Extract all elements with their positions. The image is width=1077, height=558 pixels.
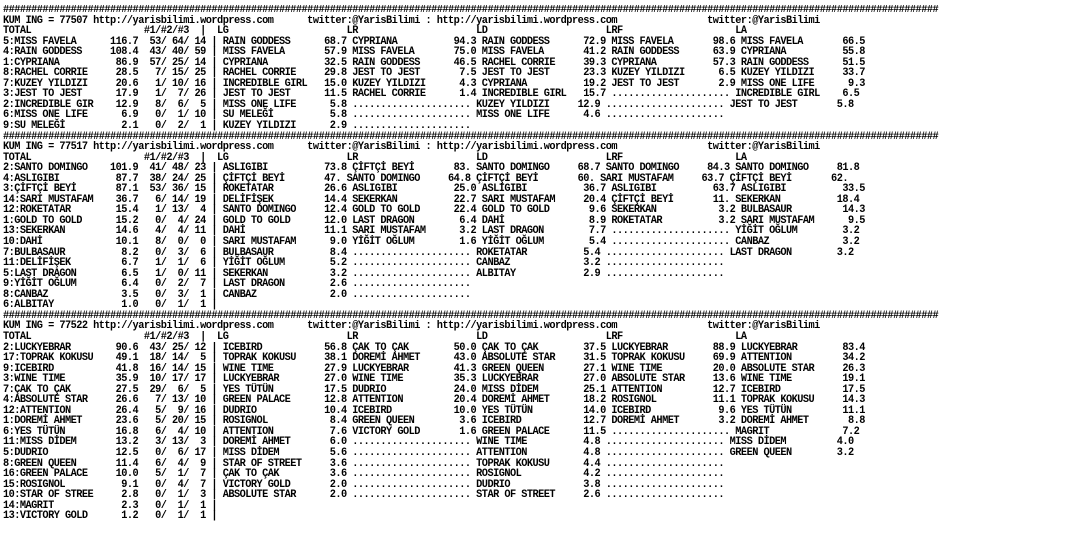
data-row: 6:MISS ONE LIFE 6.9 0/ 1/ 10 | SU MELEĞİ 5.8 ..................... MISS ONE LIFE 4.6 ..................... — [3, 109, 725, 122]
data-row: 14:MAGRIT 2.3 0/ 1/ 1 | — [3, 499, 218, 512]
data-row: 6:ALBITAY 1.0 0/ 1/ 1 | — [3, 299, 218, 312]
data-row: 5:MISS FAVELA 116.7 53/ 64/ 14 | RAIN GODDESS 68.7 CYPRIANA 94.3 RAIN GODDESS 72.9 MISS FAVELA 98.6 MISS FAVELA 66.5 — [3, 35, 865, 48]
data-row: 11:DELİFİŞEK 6.7 1/ 1/ 6 | YİĞİT OĞLUM 5.2 ..................... CANBAZ 3.2 ..................... — [3, 257, 725, 270]
data-row: 9:SU MELEĞİ 2.1 0/ 2/ 1 | KUZEY YILDIZI 2.9 ..................... — [3, 120, 471, 133]
data-row: 4:ASLIGIBI 87.7 38/ 24/ 25 | ÇİFTÇİ BEYİ 47. SANTO DOMINGO 64.8 ÇİFTÇİ BEYİ 60. SARI MUSTAFAM 63.7 ÇİFTÇİ BEYİ 62. — [3, 172, 848, 185]
data-row: 7:KUZEY YILDIZI 20.6 1/ 10/ 16 | INCREDIBLE GIRL 15.0 KUZEY YILDIZI 4.3 CYPRIANA 19.2 JEST TO JEST 2.9 MISS ONE LIFE 9.3 — [3, 77, 865, 90]
separator-line: ###################################################################################################################################################################### — [3, 5, 939, 16]
data-row: 4:ABSOLUTE STAR 26.6 7/ 13/ 10 | GREEN PALACE 12.8 ATTENTION 20.4 DOREMİ AHMET 18.2 ROSIGNOL 11.1 TOPRAK KOKUSU 14.3 — [3, 394, 865, 407]
data-row: 11:MISS DİDEM 13.2 3/ 13/ 3 | DOREMİ AHMET 6.0 ..................... WINE TIME 4.8 ..................... MISS DİDEM 4.0 — [3, 436, 854, 449]
data-row: 2:SANTO DOMINGO 101.9 41/ 48/ 23 | ASLIGIBI 73.8 ÇİFTÇİ BEYİ 83. SANTO DOMINGO 68.7 SANTO DOMINGO 84.3 SANTO DOMINGO 81.8 — [3, 162, 860, 175]
race-header: KUM ING = 77507 http://yarisbilimi.wordpress.com twitter:@YarisBilimi : http://yarisbilimi.wordpress.com twitter:@YarisBilimi — [3, 14, 820, 27]
data-row: 14:SARI MUSTAFAM 36.7 6/ 14/ 19 | DELİFİŞEK 14.4 SEKERKAN 22.7 SARI MUSTAFAM 20.4 ÇİFTÇİ BEYİ 11. SEKERKAN 18.4 — [3, 193, 860, 206]
data-row: 13:SEKERKAN 14.6 4/ 4/ 11 | DAHİ 11.1 SARI MUSTAFAM 3.2 LAST DRAGON 7.7 ..................... YİĞİT OĞLUM 3.2 — [3, 225, 860, 238]
data-row: 8:RACHEL CORRIE 28.5 7/ 15/ 25 | RACHEL CORRIE 29.8 JEST TO JEST 7.5 JEST TO JEST 23.3 KUZEY YILDIZI 6.5 KUZEY YILDIZI 33.7 — [3, 67, 865, 80]
data-row: 7:BULBASAUR 8.2 0/ 3/ 6 | BULBASAUR 8.4 ..................... ROKETATAR 5.4 ..................... LAST DRAGON 3.2 — [3, 246, 854, 259]
data-row: 13:VICTORY GOLD 1.2 0/ 1/ 1 | — [3, 510, 218, 523]
data-row: 7:ÇAK TO ÇAK 27.5 29/ 6/ 5 | YES TÜTÜN 17.5 DUDRIO 24.0 MISS DİDEM 25.1 ATTENTION 12.7 ICEBIRD 17.5 — [3, 383, 865, 396]
data-row: 4:RAIN GODDESS 108.4 43/ 40/ 59 | MISS FAVELA 57.9 MISS FAVELA 75.0 MISS FAVELA 41.2 RAIN GODDESS 63.9 CYPRIANA 55.8 — [3, 46, 865, 59]
data-row: 10:DAHİ 10.1 8/ 0/ 0 | SARI MUSTAFAM 9.0 YİĞİT OĞLUM 1.6 YİĞİT OĞLUM 5.4 ..................... CANBAZ 3.2 — [3, 236, 860, 249]
data-row: 6:YES TÜTÜN 16.8 6/ 4/ 10 | ATTENTION 7.6 VICTORY GOLD 1.6 GREEN PALACE 11.5 ..................... MAGRIT 7.2 — [3, 425, 860, 438]
data-row: 1:CYPRIANA 86.9 57/ 25/ 14 | CYPRIANA 32.5 RAIN GODDESS 46.5 RACHEL CORRIE 39.3 CYPRIANA 57.3 RAIN GODDESS 51.5 — [3, 56, 865, 69]
column-header: TOTAL #1/#2/#3 | LG LR LD LRF LA — [3, 151, 747, 164]
column-header: TOTAL #1/#2/#3 | LG LR LD LRF LA — [3, 330, 747, 343]
race-block — [3, 311, 1075, 522]
data-row: 16:GREEN PALACE 10.0 5/ 1/ 7 | ÇAK TO ÇAK 3.6 ..................... ROSIGNOL 4.2 ..................... — [3, 468, 725, 481]
data-row: 8:GREEN QUEEN 11.4 6/ 4/ 9 | STAR OF STREET 3.6 ..................... TOPRAK KOKUSU 4.4 ..................... — [3, 457, 725, 470]
race-stats-document — [3, 5, 1075, 555]
race-header: KUM ING = 77517 http://yarisbilimi.wordpress.com twitter:@YarisBilimi : http://yarisbilimi.wordpress.com twitter:@YarisBilimi — [3, 141, 820, 154]
data-row: 2:LUCKYEBRAR 90.6 43/ 25/ 12 | ICEBIRD 56.8 ÇAK TO ÇAK 50.0 ÇAK TO ÇAK 37.5 LUCKYEBRAR 88.9 LUCKYEBRAR 83.4 — [3, 341, 865, 354]
data-row: 12:ROKETATAR 15.4 1/ 13/ 4 | SANTO DOMINGO 12.4 GOLD TO GOLD 22.4 GOLD TO GOLD 9.6 SEKERKAN 3.2 BULBASAUR 14.3 — [3, 204, 865, 217]
data-row: 5:LAST DRAGON 6.5 1/ 0/ 11 | SEKERKAN 3.2 ..................... ALBITAY 2.9 ..................... — [3, 267, 725, 280]
data-row: 9:ICEBIRD 41.8 16/ 14/ 15 | WINE TIME 27.9 LUCKYEBRAR 41.3 GREEN QUEEN 27.1 WINE TIME 20.0 ABSOLUTE STAR 26.3 — [3, 362, 865, 375]
separator-line: ###################################################################################################################################################################### — [3, 130, 939, 143]
data-row: 2:INCREDIBLE GIR 12.9 8/ 6/ 5 | MISS ONE LIFE 5.8 ..................... KUZEY YILDIZI 12.9 ..................... JEST TO JEST 5.8 — [3, 98, 854, 111]
data-row: 9:YİĞİT OĞLUM 6.4 0/ 2/ 7 | LAST DRAGON 2.6 ..................... — [3, 278, 471, 291]
data-row: 15:ROSIGNOL 9.1 0/ 4/ 7 | VICTORY GOLD 2.0 ..................... DUDRIO 3.8 ..................... — [3, 478, 725, 491]
data-row: 5:DUDRIO 12.5 0/ 6/ 17 | MISS DİDEM 5.6 ..................... ATTENTION 4.8 ..................... GREEN QUEEN 3.2 — [3, 446, 854, 459]
race-block — [3, 132, 1075, 311]
column-header: TOTAL #1/#2/#3 | LG LR LD LRF LA — [3, 25, 747, 38]
race-block — [3, 5, 1075, 132]
race-header: KUM ING = 77522 http://yarisbilimi.wordpress.com twitter:@YarisBilimi : http://yarisbilimi.wordpress.com twitter:@YarisBilimi — [3, 320, 820, 333]
data-row: 12:ATTENTION 26.4 5/ 9/ 16 | DUDRIO 10.4 ICEBIRD 10.0 YES TÜTÜN 14.0 ICEBIRD 9.6 YES TÜTÜN 11.1 — [3, 404, 865, 417]
data-row: 3:WINE TIME 35.9 10/ 17/ 17 | LUCKYEBRAR 27.0 WINE TIME 35.3 LUCKYEBRAR 27.0 ABSOLUTE STAR 13.6 WINE TIME 19.1 — [3, 373, 865, 386]
data-row: 17:TOPRAK KOKUSU 49.1 18/ 14/ 5 | TOPRAK KOKUSU 38.1 DOREMİ AHMET 43.0 ABSOLUTE STAR 31.5 TOPRAK KOKUSU 69.9 ATTENTION 34.2 — [3, 352, 865, 365]
separator-line: ###################################################################################################################################################################### — [3, 309, 939, 322]
data-row: 10:STAR OF STREE 2.8 0/ 1/ 3 | ABSOLUTE STAR 2.0 ..................... STAR OF STREET 2.6 ..................... — [3, 489, 725, 502]
data-row: 3:ÇİFTÇİ BEYİ 87.1 53/ 36/ 15 | ROKETATAR 26.6 ASLIGIBI 25.0 ASLIGIBI 36.7 ASLIGIBI 63.7 ASLIGIBI 33.5 — [3, 183, 865, 196]
data-row: 1:GOLD TO GOLD 15.2 0/ 4/ 24 | GOLD TO GOLD 12.0 LAST DRAGON 6.4 DAHİ 8.9 ROKETATAR 3.2 SARI MUSTAFAM 9.5 — [3, 214, 865, 227]
data-row: 1:DOREMİ AHMET 23.6 5/ 20/ 15 | ROSIGNOL 8.4 GREEN QUEEN 3.6 ICEBIRD 12.7 DOREMİ AHMET 3.2 DOREMİ AHMET 8.8 — [3, 415, 865, 428]
data-row: 8:CANBAZ 3.5 0/ 3/ 1 | CANBAZ 2.0 ..................... — [3, 288, 471, 301]
data-row: 3:JEST TO JEST 17.9 1/ 7/ 26 | JEST TO JEST 11.5 RACHEL CORRIE 1.4 INCREDIBLE GIRL 15.7 ..................... INCREDIBLE GIRL 6.5 — [3, 88, 860, 101]
